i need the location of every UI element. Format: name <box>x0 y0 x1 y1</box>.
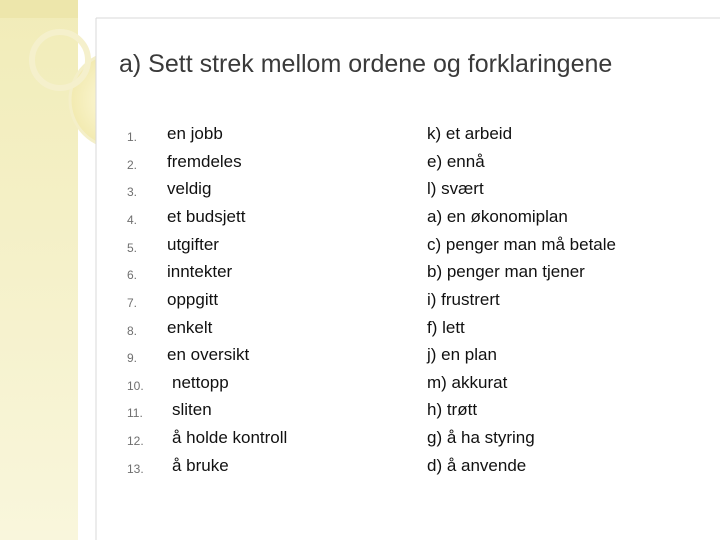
item-definition: d) å anvende <box>427 456 527 475</box>
list-item <box>0 428 720 456</box>
top-band <box>0 0 78 18</box>
item-word: å holde kontroll <box>172 428 288 447</box>
list-item <box>0 235 720 263</box>
item-definition: e) ennå <box>427 152 485 171</box>
item-word: en jobb <box>167 124 223 143</box>
item-number: 7. <box>127 296 138 310</box>
item-definition: a) en økonomiplan <box>427 207 568 226</box>
list-item <box>0 373 720 401</box>
item-number: 12. <box>127 434 144 448</box>
item-number: 6. <box>127 268 138 282</box>
list-item <box>0 179 720 207</box>
list-item <box>0 152 720 180</box>
item-definition: b) penger man tjener <box>427 262 585 281</box>
list-item <box>0 290 720 318</box>
item-definition: m) akkurat <box>427 373 508 392</box>
item-word: utgifter <box>167 235 219 254</box>
item-word: et budsjett <box>167 207 246 226</box>
item-word: en oversikt <box>167 345 250 364</box>
item-number: 8. <box>127 324 138 338</box>
item-word: veldig <box>167 179 212 198</box>
item-definition: l) svært <box>427 179 484 198</box>
item-number: 2. <box>127 158 138 172</box>
list-item <box>0 400 720 428</box>
item-definition: c) penger man må betale <box>427 235 616 254</box>
list-item <box>0 262 720 290</box>
item-number: 1. <box>127 130 138 144</box>
page-title: a) Sett strek mellom ordene og forklaringene <box>119 50 613 78</box>
item-number: 11. <box>127 406 143 420</box>
item-word: oppgitt <box>167 290 219 309</box>
item-definition: k) et arbeid <box>427 124 513 143</box>
item-word: sliten <box>172 400 212 419</box>
item-number: 3. <box>127 185 138 199</box>
item-definition: j) en plan <box>427 345 497 364</box>
list-item <box>0 207 720 235</box>
item-word: enkelt <box>167 318 213 337</box>
item-definition: g) å ha styring <box>427 428 535 447</box>
list-item <box>0 456 720 484</box>
item-word: å bruke <box>172 456 229 475</box>
list-item <box>0 345 720 373</box>
item-number: 10. <box>127 379 144 393</box>
item-number: 13. <box>127 462 144 476</box>
list-item <box>0 124 720 152</box>
item-word: nettopp <box>172 373 229 392</box>
item-word: fremdeles <box>167 152 242 171</box>
item-word: inntekter <box>167 262 233 281</box>
item-definition: h) trøtt <box>427 400 478 419</box>
item-number: 9. <box>127 351 138 365</box>
item-number: 5. <box>127 241 138 255</box>
item-number: 4. <box>127 213 138 227</box>
item-definition: i) frustrert <box>427 290 500 309</box>
list-item <box>0 318 720 346</box>
item-definition: f) lett <box>427 318 465 337</box>
